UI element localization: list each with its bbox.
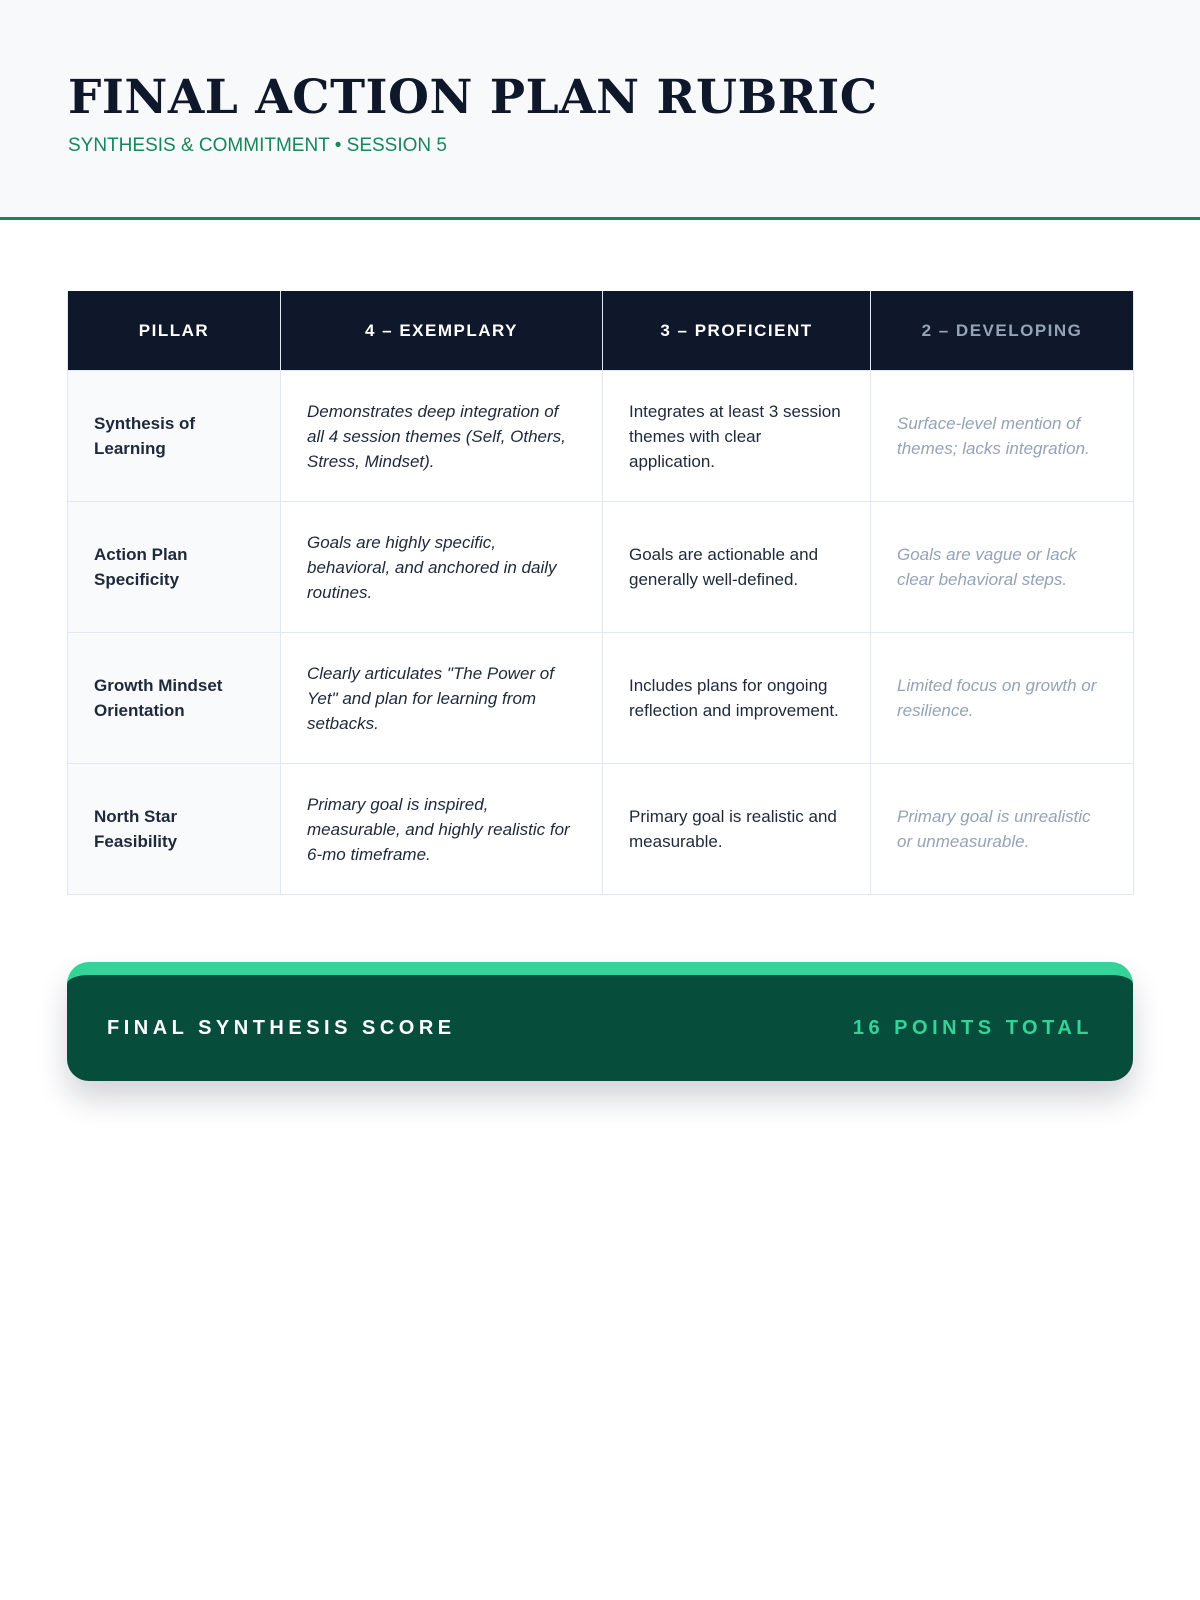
proficient-cell: Goals are actionable and generally well-defined. xyxy=(603,502,871,633)
pillar-cell: Growth Mindset Orientation xyxy=(68,633,281,764)
exemplary-cell: Primary goal is inspired, measurable, and highly realistic for 6-mo timeframe. xyxy=(281,764,603,895)
score-total: 16 POINTS TOTAL xyxy=(852,1016,1093,1039)
column-header-pillar: PILLAR xyxy=(68,291,281,371)
developing-cell: Surface-level mention of themes; lacks integration. xyxy=(871,371,1134,502)
pillar-cell: Synthesis of Learning xyxy=(68,371,281,502)
table-row xyxy=(68,764,1134,895)
table-row xyxy=(68,502,1134,633)
exemplary-cell: Goals are highly specific, behavioral, and anchored in daily routines. xyxy=(281,502,603,633)
pillar-cell: North Star Feasibility xyxy=(68,764,281,895)
developing-cell: Goals are vague or lack clear behavioral steps. xyxy=(871,502,1134,633)
page-subtitle: SYNTHESIS & COMMITMENT • SESSION 5 xyxy=(68,135,447,156)
column-header-developing: 2 – DEVELOPING xyxy=(871,291,1134,371)
proficient-cell: Includes plans for ongoing reflection and improvement. xyxy=(603,633,871,764)
developing-cell: Limited focus on growth or resilience. xyxy=(871,633,1134,764)
page-title: FINAL ACTION PLAN RUBRIC xyxy=(68,70,878,125)
column-header-proficient: 3 – PROFICIENT xyxy=(603,291,871,371)
page-header xyxy=(0,0,1200,220)
table-row xyxy=(68,371,1134,502)
final-score-bar xyxy=(67,962,1133,1081)
exemplary-cell: Demonstrates deep integration of all 4 session themes (Self, Others, Stress, Mindset). xyxy=(281,371,603,502)
developing-cell: Primary goal is unrealistic or unmeasurable. xyxy=(871,764,1134,895)
exemplary-cell: Clearly articulates "The Power of Yet" and plan for learning from setbacks. xyxy=(281,633,603,764)
table-row xyxy=(68,633,1134,764)
rubric-table xyxy=(67,291,1134,895)
pillar-cell: Action Plan Specificity xyxy=(68,502,281,633)
column-header-exemplary: 4 – EXEMPLARY xyxy=(281,291,603,371)
score-label: FINAL SYNTHESIS SCORE xyxy=(107,1016,456,1039)
rubric-header-row xyxy=(68,291,1134,371)
proficient-cell: Integrates at least 3 session themes with clear application. xyxy=(603,371,871,502)
proficient-cell: Primary goal is realistic and measurable. xyxy=(603,764,871,895)
